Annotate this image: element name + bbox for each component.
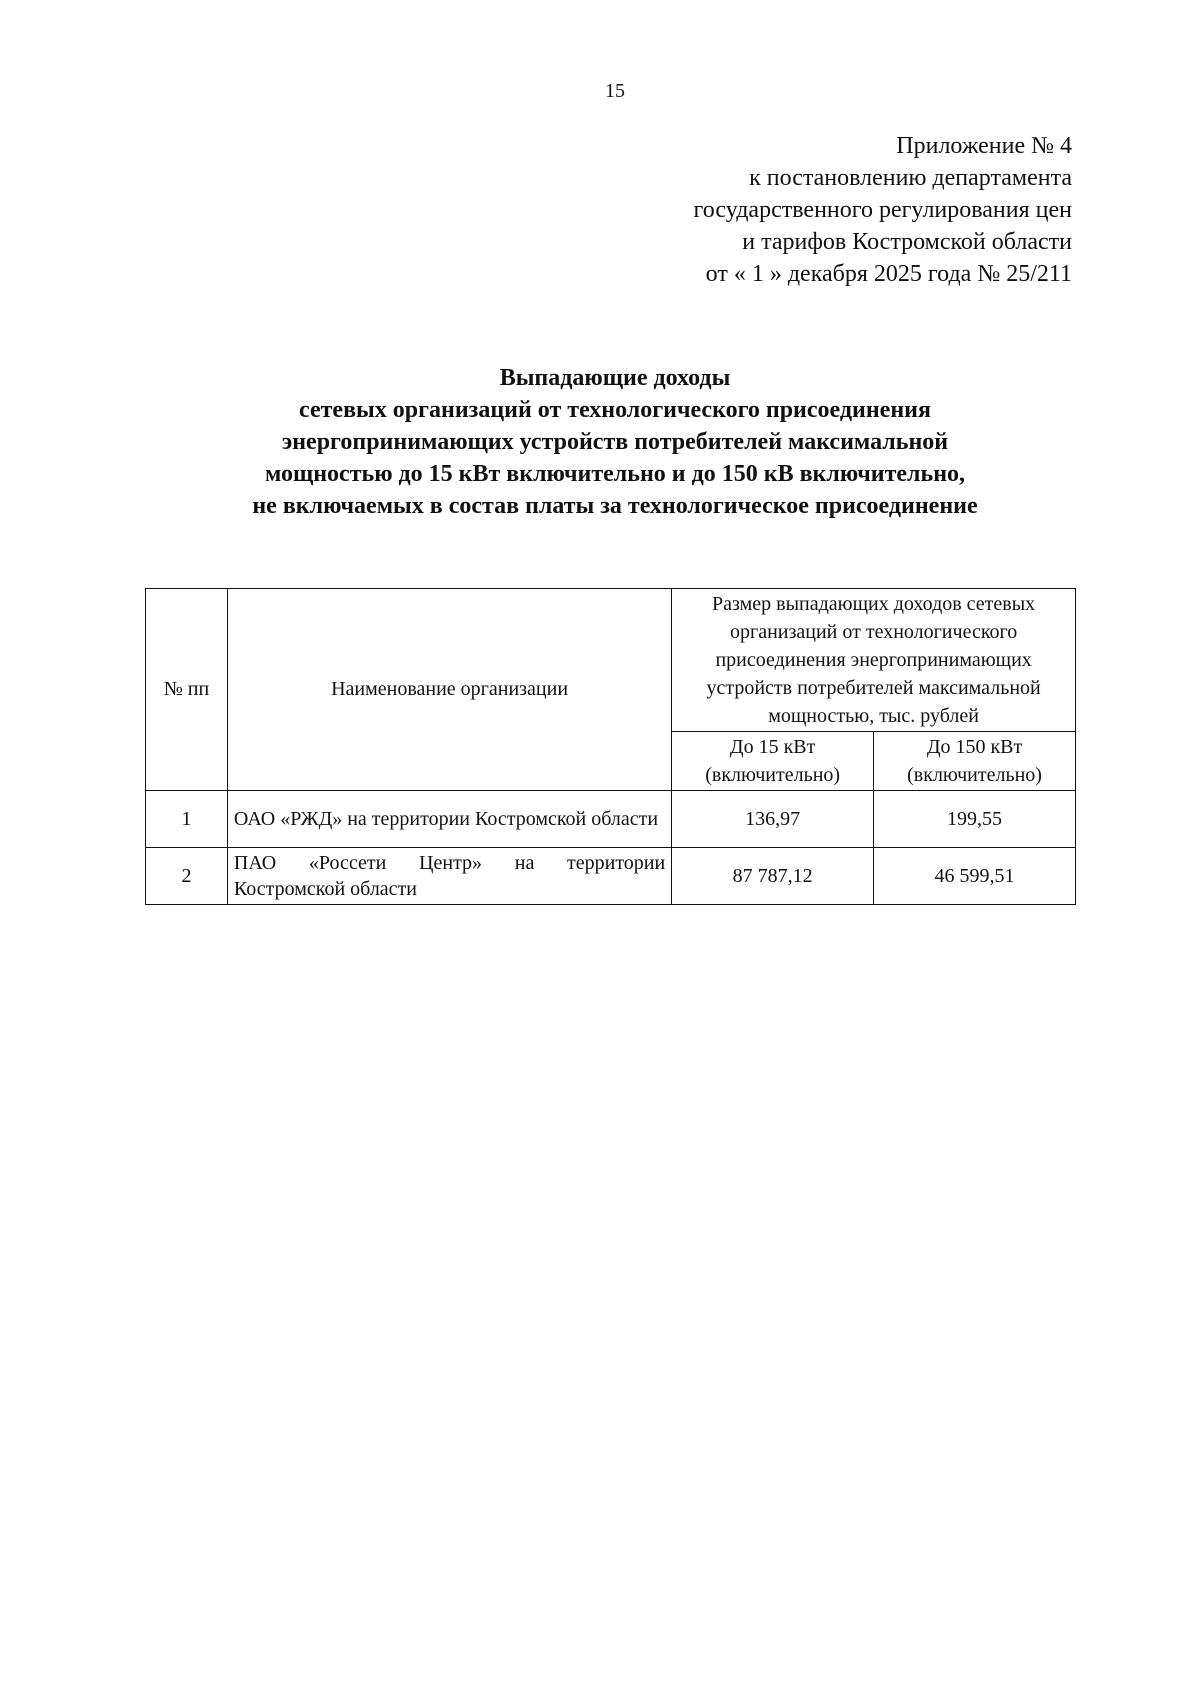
revenue-table: [145, 588, 1076, 905]
appendix-line: Приложение № 4: [896, 133, 1072, 159]
page-number: 15: [605, 80, 625, 102]
title-line: мощностью до 15 кВт включительно и до 150 кВ включительно,: [264, 461, 966, 487]
row-value-15kw: 136,97: [672, 791, 874, 848]
row-organization: ПАО «Россети Центр» на территории Костромской области: [227, 848, 671, 905]
appendix-line: государственного регулирования цен: [693, 197, 1072, 223]
title-line: не включаемых в состав платы за технологическое присоединение: [252, 493, 978, 519]
table-header-row: [146, 589, 1076, 732]
appendix-line: от « 1 » декабря 2025 года № 25/211: [705, 261, 1072, 287]
appendix-line: и тарифов Костромской области: [742, 229, 1072, 255]
header-sub-150kw: До 150 кВт (включительно): [874, 732, 1076, 791]
row-organization: ОАО «РЖД» на территории Костромской области: [227, 791, 671, 848]
row-value-15kw: 87 787,12: [672, 848, 874, 905]
appendix-line: к постановлению департамента: [749, 165, 1072, 191]
row-number: 1: [146, 791, 228, 848]
row-value-150kw: 199,55: [874, 791, 1076, 848]
table-row: [146, 848, 1076, 905]
table-row: [146, 791, 1076, 848]
document-title: [0, 362, 1200, 522]
header-group: Размер выпадающих доходов сетевых организаций от технологического присоединения энергопринимающих устройств потребителей максимальной мощностью, тыс. рублей: [672, 589, 1076, 732]
header-sub-15kw: До 15 кВт (включительно): [672, 732, 874, 791]
header-number: № пп: [146, 589, 228, 791]
title-line: сетевых организаций от технологического присоединения: [299, 397, 931, 423]
header-organization: Наименование организации: [227, 589, 671, 791]
title-line: Выпадающие доходы: [499, 365, 731, 391]
row-number: 2: [146, 848, 228, 905]
title-line: энергопринимающих устройств потребителей максимальной: [281, 429, 949, 455]
row-value-150kw: 46 599,51: [874, 848, 1076, 905]
appendix-block: [694, 130, 1072, 290]
